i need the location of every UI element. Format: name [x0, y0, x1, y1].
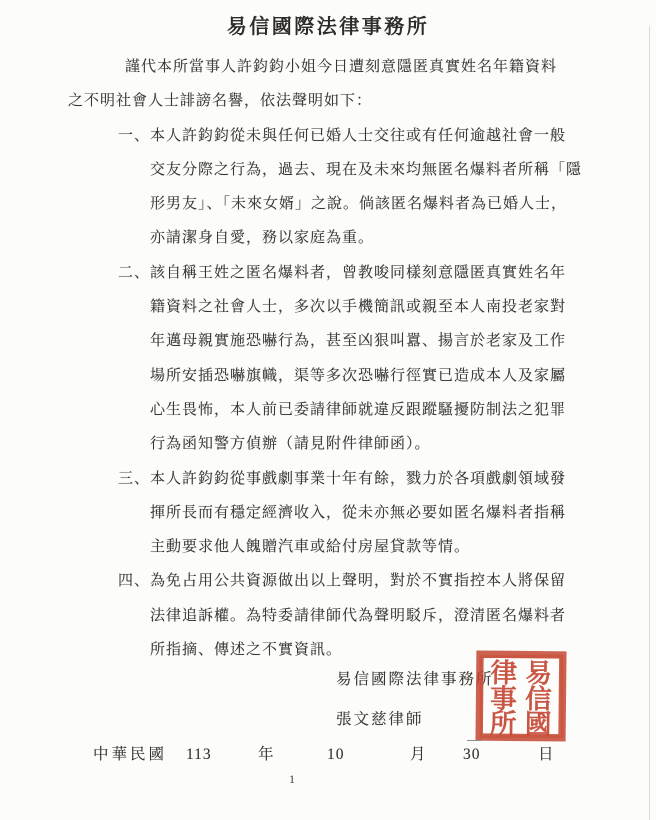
- list-item-line: 形男友」、「未來女婿」之說。倘該匿名爆料者為已婚人士，: [150, 196, 568, 213]
- list-item-line: [68, 119, 568, 153]
- seal-glyph: 事: [489, 683, 517, 714]
- list-item-text: 該自稱王姓之匿名爆料者，曾教唆同樣刻意隱匿真實姓名年: [150, 264, 567, 281]
- list-item-line: 交友分際之行為，過去、現在及未來均無匿名爆料者所稱「隱: [150, 161, 583, 178]
- list-item-line: [68, 462, 568, 496]
- list-item-line: 主動要求他人餽贈汽車或給付房屋貸款等情。: [150, 539, 471, 556]
- list-item-marker: 一、: [118, 127, 151, 144]
- seal-glyph: 律: [490, 657, 518, 689]
- date-era: 中華民國: [93, 746, 168, 763]
- list-item-line: 場所安插恐嚇旗幟，渠等多次恐嚇行徑實已造成本人及家屬: [150, 367, 567, 384]
- signature-lawyer-name: 張文慈律師: [336, 711, 424, 728]
- seal-glyph: 信: [524, 684, 552, 715]
- list-item-line: 行為函知警方偵辦（請見附件律師函）。: [150, 436, 431, 453]
- date-year-unit: 年: [258, 746, 277, 763]
- document-title: 易信國際法律事務所: [226, 16, 430, 38]
- intro-line: 謹代本所當事人許鈞鈞小姐今日遭刻意隱匿真實姓名年籍資料: [125, 59, 558, 75]
- list-item-line: 籍資料之社會人士，多次以手機簡訊或親至本人南投老家對: [150, 299, 567, 316]
- list-item-marker: 四、: [118, 573, 151, 590]
- list-item-line: [68, 564, 568, 598]
- date-month: 10: [327, 746, 345, 763]
- list-item-line: 年邁母親實施恐嚇行為，甚至凶狠叫囂、揚言於老家及工作: [150, 333, 567, 350]
- date-day-unit: 日: [538, 746, 557, 763]
- list-item-line: 亦請潔身自愛，務以家庭為重。: [150, 230, 375, 247]
- seal-glyph: 所: [489, 708, 517, 739]
- list-item-line: 心生畏怖，本人前已委請律師就違反跟蹤騷擾防制法之犯罪: [150, 401, 567, 418]
- intro-line: 之不明社會人士誹謗名譽，依法聲明如下：: [68, 93, 373, 110]
- scan-artifact-tick: [467, 740, 482, 741]
- list-item-text: 為免占用公共資源做出以上聲明，對於不實指控本人將保留: [150, 573, 567, 590]
- statement-body: [68, 50, 583, 667]
- seal-glyph: 易: [525, 658, 553, 689]
- seal-glyph: 國: [524, 708, 552, 740]
- list-item-text: 本人許鈞鈞從未與任何已婚人士交往或有任何逾越社會一般: [150, 127, 567, 144]
- list-item-line: 揮所長而有穩定經濟收入，從未亦無必要如匿名爆料者指稱: [150, 504, 567, 521]
- date-month-unit: 月: [410, 746, 429, 763]
- signature-firm-name: 易信國際法律事務所: [336, 671, 494, 688]
- date-line: [0, 737, 656, 773]
- list-item-line: 所指摘、傳述之不實資訊。: [150, 642, 343, 659]
- list-item-text: 本人許鈞鈞從事戲劇事業十年有餘，戮力於各項戲劇領域發: [150, 470, 567, 487]
- page-number: 1: [289, 772, 295, 786]
- law-firm-seal-stamp: [475, 650, 568, 743]
- list-item-line: [68, 256, 568, 290]
- scan-edge-line: [649, 26, 650, 820]
- list-item-line: 法律追訴權。為特委請律師代為聲明駁斥，澄清匿名爆料者: [150, 607, 567, 624]
- list-item-marker: 三、: [118, 470, 151, 487]
- list-item-marker: 二、: [118, 264, 151, 281]
- date-year: 113: [186, 746, 212, 763]
- seal-graphic: [475, 650, 568, 743]
- date-day: 30: [463, 746, 481, 763]
